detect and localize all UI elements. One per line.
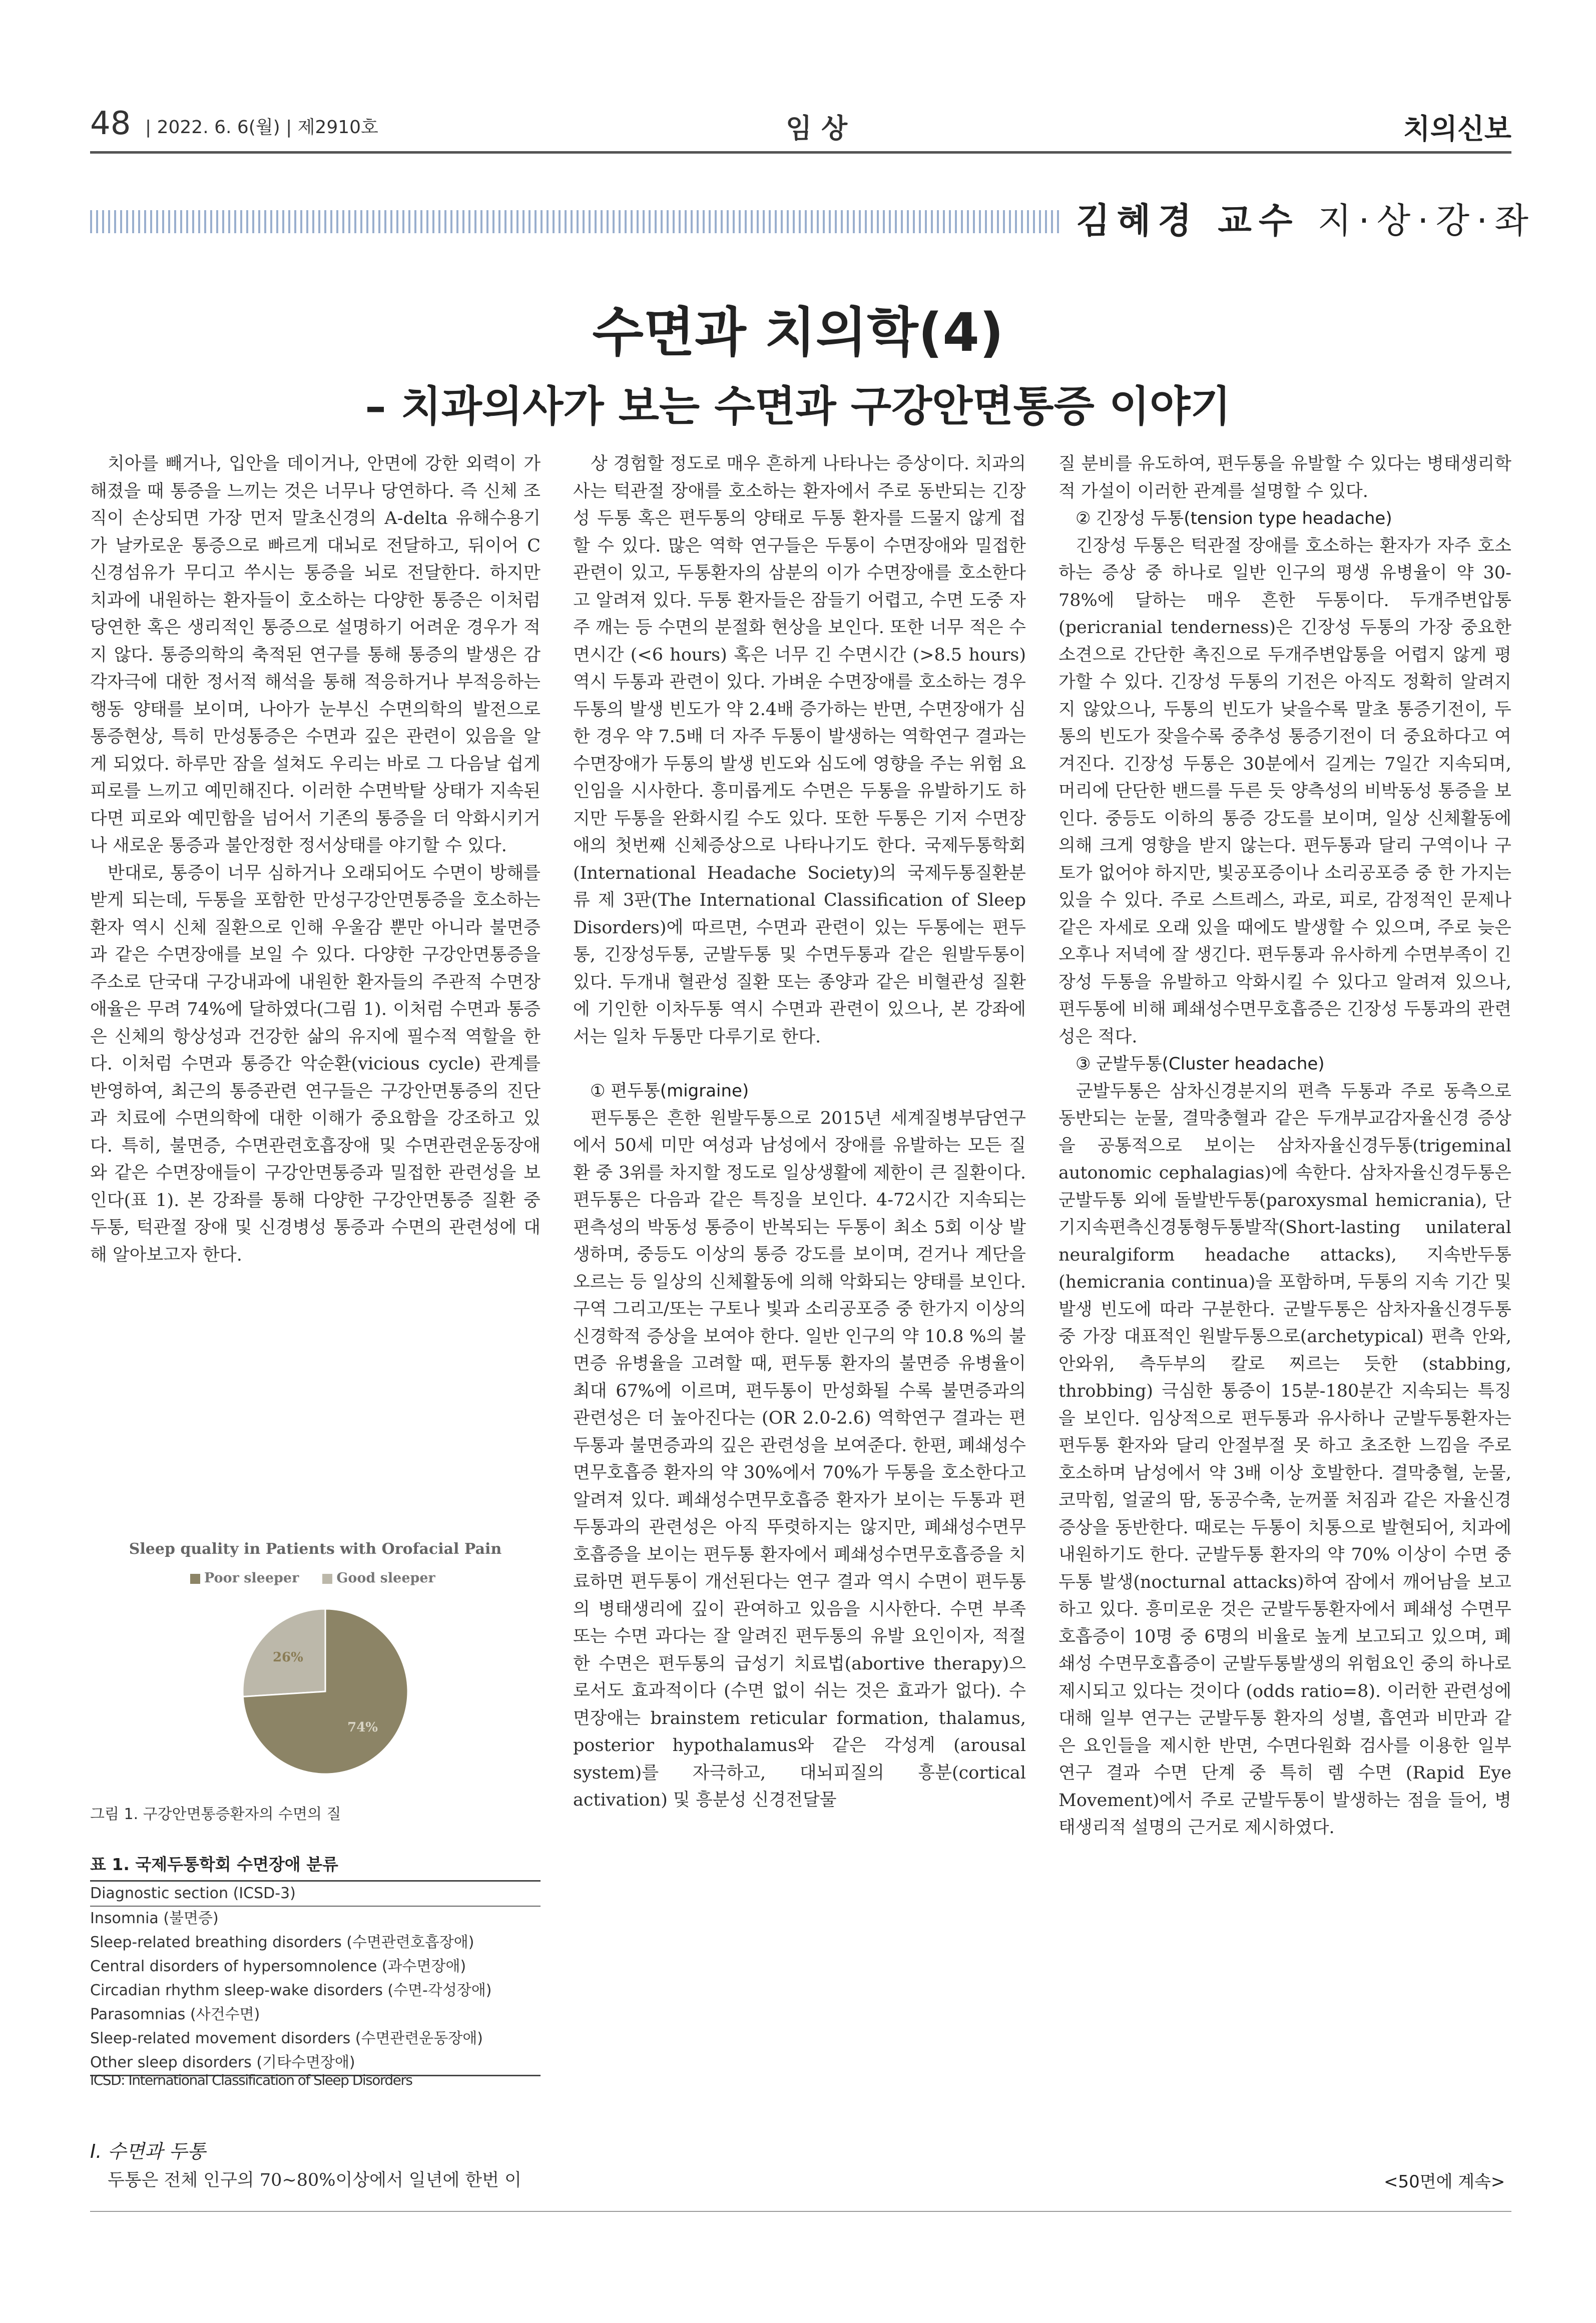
footer-rule [90,2211,1511,2212]
author-name: 김혜경 교수 [1076,200,1300,241]
page-number: 48 [90,105,131,142]
table-row: Circadian rhythm sleep-wake disorders (수면-각성장애) [90,1982,492,1999]
paragraph: 상 경험할 정도로 매우 흔하게 나타나는 증상이다. 치과의사는 턱관절 장애를 호소하는 환자에서 주로 동반되는 긴장성 두통 혹은 편두통의 양태로 두통 환자를 드물지 않게 접할 수 있다. 많은 역학 연구들은 두통이 수면장애와 밀접한 관련이 있고, 두통환자의 삼분의 이가 수면장애를 호소한다고 알려져 있다. 두통 환자들은 잠들기 어렵고, 수면 도중 자주 깨는 등 수면의 분절화 현상을 보인다. 또한 너무 적은 수면시간 (<6 hours) 혹은 너무 긴 수면시간 (>8.5 hours) 역시 두통과 관련이 있다. 가벼운 수면장애를 호소하는 경우 두통의 발생 빈도가 약 2.4배 증가하는 반면, 수면장애가 심한 경우 약 7.5배 더 자주 두통이 발생하는 역학연구 결과는 수면장애가 두통의 발생 빈도와 심도에 영향을 주는 위험 요인임을 시사한다. 흥미롭게도 수면은 두통을 유발하기도 하지만 두통을 완화시킬 수도 있다. 또한 두통은 기저 수면장애의 첫번째 신체증상으로 나타나기도 한다. 국제두통학회(International Headache Society)의 국제두통질환분류 제 3판(The International Classification of Sleep Disorders)에 따르면, 수면과 관련이 있는 두통에는 편두통, 긴장성두통, 군발두통 및 수면두통과 같은 원발두통이 있다. 두개내 혈관성 질환 또는 종양과 같은 비혈관성 질환에 기인한 이차두통 역시 수면과 관련이 있으나, 본 강좌에서는 일차 두통만 다루기로 한다. [573,454,1026,1047]
table-row: Parasomnias (사건수면) [90,2006,260,2023]
legend-label-poor: Poor sleeper [204,1570,299,1586]
newspaper-logo: 치의신보 [1403,113,1511,146]
continued-notice: <50면에 계속> [1384,2172,1505,2192]
paragraph: 반대로, 통증이 너무 심하거나 오래되어도 수면이 방해를 받게 되는데, 두통을 포함한 만성구강안면통증을 호소하는 환자 역시 신체 질환으로 인해 우울감 뿐만 아니라 불면증과 같은 수면장애를 보일 수 있다. 다양한 구강안면통증을 주소로 단국대 구강내과에 내원한 환자들의 주관적 수면장애율은 무려 74%에 달하였다(그림 1). 이처럼 수면과 통증은 신체의 항상성과 건강한 삶의 유지에 필수적 역할을 한다. 이처럼 수면과 통증간 악순환(vicious cycle) 관계를 반영하여, 최근의 통증관련 연구들은 구강안면통증의 진단과 치료에 수면의학에 대한 이해가 중요함을 강조하고 있다. 특히, 불면증, 수면관련호흡장애 및 수면관련운동장애와 같은 수면장애들이 구강안면통증과 밀접한 관련성을 보인다(표 1). 본 강좌를 통해 다양한 구강안면통증 질환 중 두통, 턱관절 장애 및 신경병성 통증과 수면의 관련성에 대해 알아보고자 한다. [90,863,541,1265]
header-rule [90,151,1511,154]
paragraph: 치아를 빼거나, 입안을 데이거나, 안면에 강한 외력이 가해졌을 때 통증을 느끼는 것은 너무나 당연하다. 즉 신체 조직이 손상되면 가장 먼저 말초신경의 A-delta 유해수용기가 날카로운 통증으로 빠르게 대뇌로 전달하고, 뒤이어 C 신경섬유가 무디고 쑤시는 통증을 뇌로 전달한다. 하지만 치과에 내원하는 환자들이 호소하는 다양한 통증은 이처럼 당연한 혹은 생리적인 통증으로 설명하기 어려운 경우가 적지 않다. 통증의학의 축적된 연구를 통해 통증의 발생은 감각자극에 대한 정서적 해석을 통해 적응하거나 부적응하는 행동 양태를 보이며, 나아가 눈부신 수면의학의 발전으로 통증현상, 특히 만성통증은 수면과 깊은 관련이 있음을 알게 되었다. 하루만 잠을 설쳐도 우리는 바로 그 다음날 쉽게 피로를 느끼고 예민해진다. 이러한 수면박탈 상태가 지속된다면 피로와 예민함을 넘어서 기존의 통증을 더 악화시키거나 새로운 통증과 불안정한 정서상태를 야기할 수 있다. [90,454,541,856]
paragraph: 긴장성 두통은 턱관절 장애를 호소하는 환자가 자주 호소하는 증상 중 하나로 일반 인구의 평생 유병율이 약 30-78%에 달하는 매우 흔한 두통이다. 두개주변압통(pericranial tenderness)은 긴장성 두통의 가장 중요한 소견으로 간단한 촉진으로 두개주변압통을 어렵지 않게 평가할 수 있다. 긴장성 두통의 기전은 아직도 정확히 알려지지 않았으나, 두통의 빈도가 낮을수록 말초 통증기전이, 두통의 빈도가 잦을수록 중추성 통증기전이 더 중요하다고 여겨진다. 긴장성 두통은 30분에서 길게는 7일간 지속되며, 머리에 단단한 밴드를 두른 듯 양측성의 비박동성 통증을 보인다. 중등도 이하의 통증 강도를 보이며, 일상 신체활동에 의해 크게 영향을 받지 않는다. 편두통과 달리 구역이나 구토가 없어야 하지만, 빛공포증이나 소리공포증 중 한 가지는 있을 수 있다. 주로 스트레스, 과로, 피로, 감정적인 문제나 같은 자세로 오래 있을 때에도 발생할 수 있으며, 주로 늦은 오후나 저녁에 잘 생긴다. 편두통과 유사하게 수면부족이 긴장성 두통을 유발하고 악화시킬 수 있다고 알려져 있으나, 편두통에 비해 폐쇄성수면무호흡증은 긴장성 두통과의 관련성은 적다. [1058,535,1511,1047]
table-row: Central disorders of hypersomnolence (과수면장애) [90,1958,466,1975]
table-row: Sleep-related breathing disorders (수면관련호흡장애) [90,1934,474,1951]
table-row: Insomnia (불면증) [90,1910,219,1927]
page-header [90,105,1511,150]
article-subtitle: – 치과의사가 보는 수면과 구강안면통증 이야기 [365,382,1231,431]
decorative-stripe-bar [90,210,1061,233]
column-1 [90,450,541,1269]
paragraph: 질 분비를 유도하여, 편두통을 유발할 수 있다는 병태생리학적 가설이 이러한 관계를 설명할 수 있다. [1058,454,1511,501]
issue-date: | 2022. 6. 6(월) | 제2910호 [145,117,378,138]
table-row: Other sleep disorders (기타수면장애) [90,2054,355,2071]
legend-swatch-good [322,1574,332,1584]
pie-chart-svg [240,1606,410,1777]
column-2 [573,450,1026,1814]
series-name: 지·상·강·좌 [1317,200,1535,241]
legend-label-good: Good sleeper [336,1570,435,1586]
column-3 [1058,450,1511,1842]
chart-legend [190,1570,435,1586]
section-body: 두통은 전체 인구의 70~80%이상에서 일년에 한번 이 [108,2170,521,2190]
pie-label-good-sleeper: 26% [272,1649,303,1665]
subheading-cluster-headache: ③ 군발두통(Cluster headache) [1076,1054,1325,1074]
table-header: Diagnostic section (ICSD-3) [90,1882,541,1907]
paragraph: 편두통은 흔한 원발두통으로 2015년 세계질병부담연구에서 50세 미만 여성과 남성에서 장애를 유발하는 모든 질환 중 3위를 차지할 정도로 일상생활에 제한이 큰 질환이다. 편두통은 다음과 같은 특징을 보인다. 4-72시간 지속되는 편측성의 박동성 통증이 반복되는 두통이 최소 5회 이상 발생하며, 중등도 이상의 통증 강도를 보이며, 걷거나 계단을 오르는 등 일상의 신체활동에 의해 악화되는 양태를 보인다. 구역 그리고/또는 구토나 빛과 소리공포증 중 한가지 이상의 신경학적 증상을 보여야 한다. 일반 인구의 약 10.8 %의 불면증 유병율을 고려할 때, 편두통 환자의 불면증 유병율이 최대 67%에 이르며, 편두통이 만성화될 수록 불면증과의 관련성은 더 높아진다는 (OR 2.0-2.6) 역학연구 결과는 편두통과 불면증과의 깊은 관련성을 보여준다. 한편, 폐쇄성수면무호흡증 환자의 약 30%에서 70%가 두통을 호소한다고 알려져 있다. 폐쇄성수면무호흡증 환자가 보이는 두통과 편두통과의 관련성은 아직 뚜렷하지는 않지만, 폐쇄성수면무호흡증을 보이는 편두통 환자에서 폐쇄성수면무호흡증을 치료하면 편두통이 개선된다는 연구 결과 역시 수면이 편두통의 병태생리에 깊이 관여하고 있음을 시사한다. 수면 부족 또는 수면 과다는 잘 알려진 편두통의 유발 요인이자, 적절한 수면은 편두통의 급성기 치료법(abortive therapy)으로서도 효과적이다 (수면 없이 쉬는 것은 효과가 없다). 수면장애는 brainstem reticular formation, thalamus, posterior hypothalamus와 같은 각성계 (arousal system)를 자극하고, 대뇌피질의 흥분(cortical activation) 및 흥분성 신경전달물 [573,1108,1026,1810]
chart-title: Sleep quality in Patients with Orofacial Pain [129,1540,502,1558]
figure-caption: 그림 1. 구강안면통증환자의 수면의 질 [90,1806,341,1823]
legend-swatch-poor [190,1574,200,1584]
table-title: 표 1. 국제두통학회 수면장애 분류 [90,1855,338,1874]
subheading-tension-headache: ② 긴장성 두통(tension type headache) [1076,508,1392,528]
sleep-disorder-table [90,1880,541,2076]
lecture-banner [1076,193,1535,243]
paragraph: 군발두통은 삼차신경분지의 편측 두통과 주로 동측으로 동반되는 눈물, 결막충혈과 같은 두개부교감자율신경 증상을 공통적으로 보이는 삼차자율신경두통(trigeminal autonomic cephalagias)에 속한다. 삼차자율신경두통은 군발두통 외에 돌발반두통(paroxysmal hemicrania), 단기지속편측신경통형두통발작(Short-lasting unilateral neuralgiform headache attacks), 지속반두통(hemicrania continua)을 포함하며, 두통의 지속 기간 및 발생 빈도에 따라 구분한다. 군발두통은 삼차자율신경두통 중 가장 대표적인 원발두통으로(archetypical) 편측 안와, 안와위, 측두부의 칼로 찌르는 듯한 (stabbing, throbbing) 극심한 통증이 15분-180분간 지속되는 특징을 보인다. 임상적으로 편두통과 유사하나 군발두통환자는 편두통 환자와 달리 안절부절 못 하고 초조한 느낌을 주로 호소하며 남성에서 약 3배 이상 호발한다. 결막충혈, 눈물, 코막힘, 얼굴의 땀, 동공수축, 눈꺼풀 처짐과 같은 자율신경증상을 동반한다. 때로는 두통이 치통으로 발현되어, 치과에 내원하기도 한다. 군발두통 환자의 약 70% 이상이 수면 중 두통 발생(nocturnal attacks)하여 잠에서 깨어남을 보고하고 있다. 흥미로운 것은 군발두통환자에서 폐쇄성 수면무호흡증이 10명 중 6명의 비율로 높게 보고되고 있으며, 폐쇄성 수면무호흡증이 군발두통발생의 위험요인 중의 하나로 제시되고 있다는 것이다 (odds ratio=8). 이러한 관련성에 대해 일부 연구는 군발두통 환자의 성별, 흡연과 비만과 같은 요인들을 제시한 반면, 수면다원화 검사를 이용한 일부 연구 결과 수면 단계 중 특히 렘 수면 (Rapid Eye Movement)에서 주로 군발두통이 발생하는 점을 들어, 병태생리적 설명의 근거로 제시하였다. [1058,1081,1511,1838]
section-name: 임 상 [786,113,848,144]
article-title: 수면과 치의학(4) [592,302,1004,363]
table-row: Sleep-related movement disorders (수면관련운동장애) [90,2030,483,2047]
pie-label-poor-sleeper: 74% [347,1720,378,1735]
subheading-migraine: ① 편두통(migraine) [590,1081,749,1101]
table-footnote: ICSD: International Classification of Sleep Disorders [90,2072,412,2088]
section-heading: I. 수면과 두통 [90,2140,206,2162]
figure-1-pie-chart [90,1531,541,1782]
